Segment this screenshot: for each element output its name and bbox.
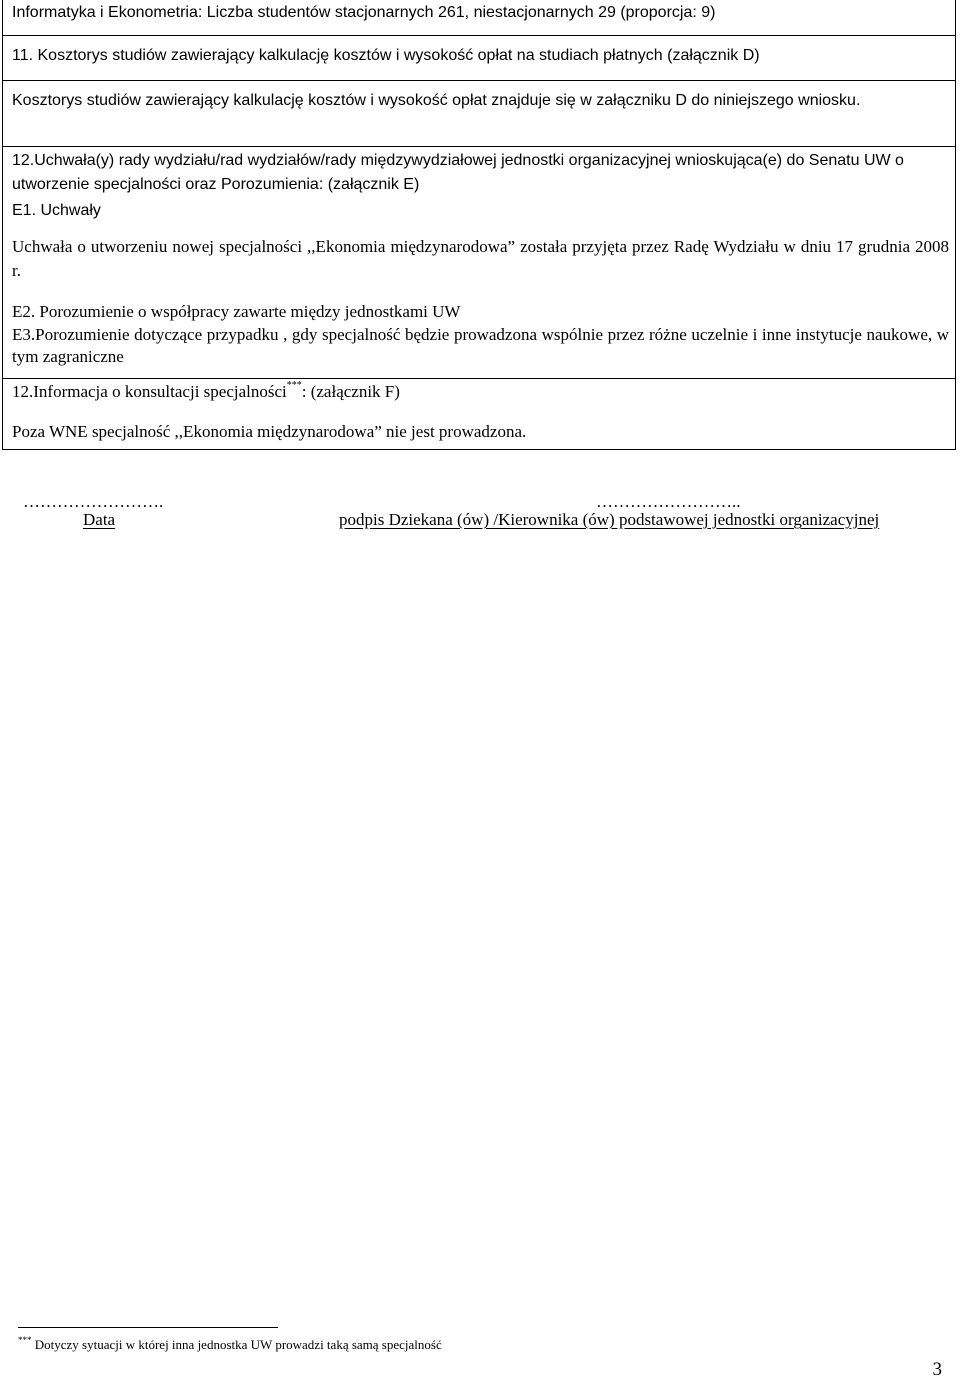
footnote-text: Dotyczy sytuacji w której inna jednostka UW prowadzi taką samą specjalność	[34, 1337, 442, 1352]
date-label: Data	[83, 510, 116, 529]
footnote-reference-marker: ***	[286, 380, 302, 391]
e1-label: E1. Uchwały	[12, 202, 101, 219]
signature-label: podpis Dziekana (ów) /Kierownika (ów) podstawowej jednostki organizacyjnej	[339, 510, 880, 529]
section-12-heading: 12.Uchwała(y) rady wydziału/rad wydziałów/rady międzywydziałowej jednostki organizacyjnej wnioskująca(e) do Senatu UW o utworzenie specjalności oraz Porozumienia: (załącznik E)	[12, 152, 904, 193]
document-table	[2, 0, 956, 450]
section-12-row	[3, 147, 955, 379]
header-row-text: Informatyka i Ekonometria: Liczba studentów stacjonarnych 261, niestacjonarnych 29 (proporcja: 9)	[12, 4, 716, 21]
footnote-marker: ***	[18, 1335, 32, 1345]
section-11-body: Kosztorys studiów zawierający kalkulację kosztów i wysokość opłat znajduje się w załączniku D do niniejszego wniosku.	[12, 92, 861, 109]
section-11-body-row	[3, 81, 955, 147]
header-row	[3, 0, 955, 36]
footnote-separator	[18, 1327, 278, 1328]
e2-label: E2. Porozumienie o współpracy zawarte między jednostkami UW	[12, 302, 461, 321]
section-12b-heading-suffix: : (załącznik F)	[301, 382, 400, 401]
e1-body: Uchwała o utworzeniu nowej specjalności ,,Ekonomia międzynarodowa” została przyjęta przez Radę Wydziału w dniu 17 grudnia 2008 r.	[12, 237, 949, 280]
section-12b-heading	[3, 382, 955, 402]
section-11-heading: 11. Kosztorys studiów zawierający kalkulację kosztów i wysokość opłat na studiach płatnych (załącznik D)	[12, 47, 760, 64]
section-11-heading-row	[3, 36, 955, 81]
e3-text: E3.Porozumienie dotyczące przypadku , gdy specjalność będzie prowadzona wspólnie przez różne uczelnie i inne instytucje naukowe, w tym zagraniczne	[12, 325, 949, 366]
footnote	[18, 1337, 442, 1353]
section-12b-body: Poza WNE specjalność ,,Ekonomia międzynarodowa” nie jest prowadzona.	[12, 422, 527, 441]
signature-dots: ……………………..	[596, 492, 741, 511]
section-12b-row	[3, 379, 955, 449]
date-dots: …………………….	[23, 492, 164, 511]
page-number: 3	[932, 1359, 942, 1380]
section-12b-heading-prefix: 12.Informacja o konsultacji specjalności	[12, 382, 287, 401]
